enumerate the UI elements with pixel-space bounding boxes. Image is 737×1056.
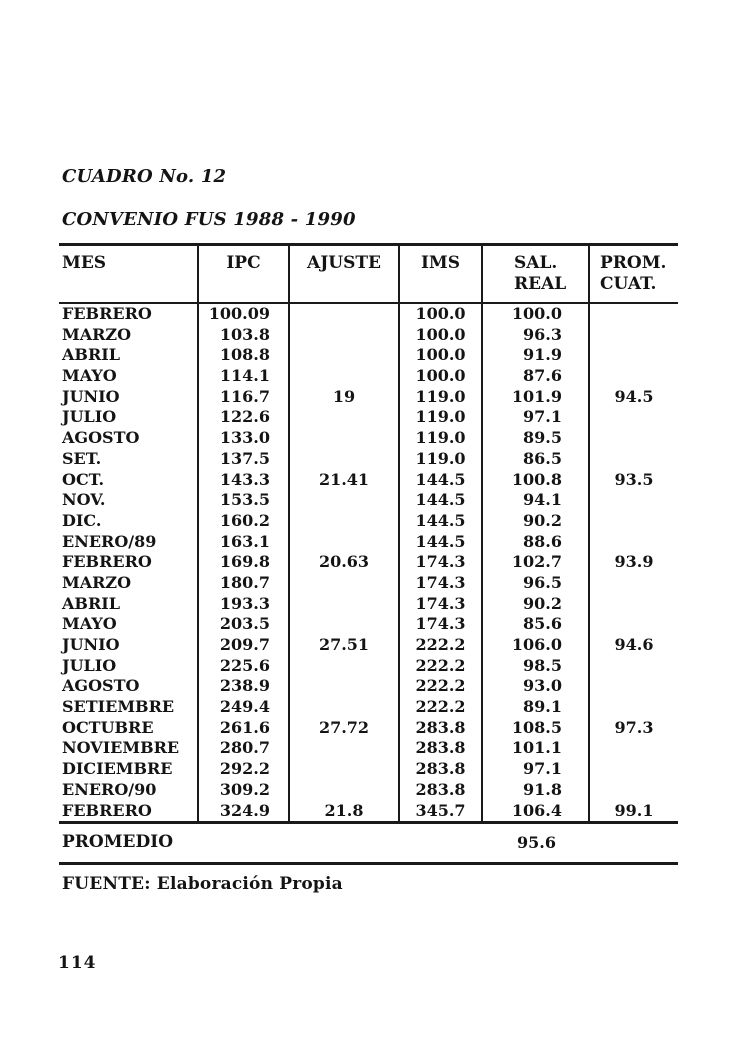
cell-ajuste: 21.41 bbox=[290, 470, 400, 491]
cell-mes: NOV. bbox=[59, 490, 199, 511]
table-row bbox=[59, 490, 678, 511]
cell-sal-real: 91.9 bbox=[483, 345, 590, 366]
table-row bbox=[59, 366, 678, 387]
cell-sal-real: 89.5 bbox=[483, 428, 590, 449]
cell-ipc: 193.3 bbox=[199, 594, 290, 615]
cell-ajuste bbox=[290, 697, 400, 718]
table-number-title: CUADRO No. 12 bbox=[62, 166, 227, 187]
promedio-label: PROMEDIO bbox=[62, 832, 173, 853]
table-header-row bbox=[59, 243, 678, 304]
cell-ipc: 133.0 bbox=[199, 428, 290, 449]
cell-ajuste: 27.51 bbox=[290, 635, 400, 656]
cell-sal-real: 89.1 bbox=[483, 697, 590, 718]
cell-prom-cuat bbox=[590, 304, 678, 325]
cell-ims: 144.5 bbox=[400, 511, 483, 532]
cell-prom-cuat bbox=[590, 407, 678, 428]
cell-prom-cuat bbox=[590, 676, 678, 697]
cell-ajuste bbox=[290, 738, 400, 759]
cell-ipc: 203.5 bbox=[199, 614, 290, 635]
cell-ipc: 143.3 bbox=[199, 470, 290, 491]
cell-ajuste: 27.72 bbox=[290, 718, 400, 739]
cell-ipc: 180.7 bbox=[199, 573, 290, 594]
cell-mes: JUNIO bbox=[59, 387, 199, 408]
table-footer-row bbox=[59, 824, 678, 865]
cell-prom-cuat: 97.3 bbox=[614, 717, 654, 737]
table-row bbox=[59, 428, 678, 449]
cell-sal-real: 97.1 bbox=[483, 759, 590, 780]
cell-mes: MARZO bbox=[59, 573, 199, 594]
cell-ims: 283.8 bbox=[400, 738, 483, 759]
cell-ims: 174.3 bbox=[400, 573, 483, 594]
cell-prom-cuat bbox=[590, 345, 678, 366]
cell-ipc: 108.8 bbox=[199, 345, 290, 366]
cell-prom-cuat: 94.5 bbox=[614, 386, 654, 406]
table-row bbox=[59, 345, 678, 366]
cell-sal-real: 96.3 bbox=[483, 325, 590, 346]
cell-prom-cuat bbox=[590, 490, 678, 511]
header-prom-cuat-line2: CUAT. bbox=[600, 274, 657, 294]
cell-prom-cuat bbox=[590, 511, 678, 532]
cell-ajuste bbox=[290, 656, 400, 677]
cell-ims: 283.8 bbox=[400, 718, 483, 739]
table-body bbox=[59, 304, 678, 824]
cell-ipc: 169.8 bbox=[199, 552, 290, 573]
cell-ajuste bbox=[290, 532, 400, 553]
cell-mes: MAYO bbox=[59, 614, 199, 635]
cell-ipc: 163.1 bbox=[199, 532, 290, 553]
cell-sal-real: 97.1 bbox=[483, 407, 590, 428]
cell-prom-cuat: 93.9 bbox=[614, 552, 654, 572]
table-row bbox=[59, 387, 678, 408]
cell-sal-real: 106.4 bbox=[483, 801, 590, 822]
page-number: 114 bbox=[58, 953, 97, 973]
cell-ipc: 249.4 bbox=[199, 697, 290, 718]
cell-mes: DICIEMBRE bbox=[59, 759, 199, 780]
table-row bbox=[59, 738, 678, 759]
cell-ims: 222.2 bbox=[400, 676, 483, 697]
source-note: FUENTE: Elaboración Propia bbox=[62, 874, 343, 894]
cell-ajuste bbox=[290, 573, 400, 594]
table-row bbox=[59, 594, 678, 615]
cell-mes: JULIO bbox=[59, 656, 199, 677]
cell-prom-cuat bbox=[590, 325, 678, 346]
table-row bbox=[59, 614, 678, 635]
cell-sal-real: 85.6 bbox=[483, 614, 590, 635]
cell-ims: 345.7 bbox=[400, 801, 483, 822]
header-mes: MES bbox=[59, 246, 199, 302]
cell-sal-real: 101.1 bbox=[483, 738, 590, 759]
cell-prom-cuat bbox=[590, 656, 678, 677]
header-ims: IMS bbox=[400, 246, 483, 302]
cell-ipc: 261.6 bbox=[199, 718, 290, 739]
cell-ims: 283.8 bbox=[400, 759, 483, 780]
cell-ipc: 309.2 bbox=[199, 780, 290, 801]
cell-mes: OCTUBRE bbox=[59, 718, 199, 739]
cell-ajuste bbox=[290, 407, 400, 428]
cell-sal-real: 88.6 bbox=[483, 532, 590, 553]
cell-ims: 222.2 bbox=[400, 635, 483, 656]
cell-prom-cuat bbox=[590, 428, 678, 449]
cell-mes: FEBRERO bbox=[59, 304, 199, 325]
cell-prom-cuat: 94.6 bbox=[614, 635, 654, 654]
cell-ajuste: 19 bbox=[290, 387, 400, 408]
cell-mes: ENERO/90 bbox=[59, 780, 199, 801]
cell-prom-cuat bbox=[590, 449, 678, 470]
cell-prom-cuat bbox=[590, 366, 678, 387]
cell-mes: FEBRERO bbox=[59, 552, 199, 573]
cell-sal-real: 102.7 bbox=[483, 552, 590, 573]
cell-ipc: 100.09 bbox=[199, 304, 290, 325]
promedio-value: 95.6 bbox=[517, 833, 556, 853]
header-sal-real-line2: REAL bbox=[514, 274, 567, 294]
cell-ajuste bbox=[290, 325, 400, 346]
table-row bbox=[59, 635, 678, 656]
cell-ajuste bbox=[290, 614, 400, 635]
cell-ajuste bbox=[290, 490, 400, 511]
cell-mes: ABRIL bbox=[59, 345, 199, 366]
table-row bbox=[59, 573, 678, 594]
cell-mes: SET. bbox=[59, 449, 199, 470]
cell-ajuste: 21.8 bbox=[290, 801, 400, 822]
cell-ipc: 225.6 bbox=[199, 656, 290, 677]
header-ajuste: AJUSTE bbox=[290, 246, 400, 302]
cell-sal-real: 90.2 bbox=[483, 511, 590, 532]
table-row bbox=[59, 676, 678, 697]
cell-ims: 174.3 bbox=[400, 614, 483, 635]
table-row bbox=[59, 532, 678, 553]
cell-mes: DIC. bbox=[59, 511, 199, 532]
cell-prom-cuat bbox=[590, 759, 678, 780]
cell-sal-real: 100.0 bbox=[483, 304, 590, 325]
cell-ipc: 160.2 bbox=[199, 511, 290, 532]
header-sal-real bbox=[483, 246, 590, 302]
cell-prom-cuat bbox=[590, 697, 678, 718]
cell-ajuste bbox=[290, 676, 400, 697]
cell-mes: ABRIL bbox=[59, 594, 199, 615]
cell-prom-cuat bbox=[590, 532, 678, 553]
cell-ipc: 238.9 bbox=[199, 676, 290, 697]
cell-mes: NOVIEMBRE bbox=[59, 738, 199, 759]
table-row bbox=[59, 656, 678, 677]
cell-ims: 100.0 bbox=[400, 345, 483, 366]
cell-ims: 100.0 bbox=[400, 304, 483, 325]
cell-ipc: 103.8 bbox=[199, 325, 290, 346]
cell-mes: FEBRERO bbox=[59, 801, 199, 822]
cell-ipc: 280.7 bbox=[199, 738, 290, 759]
cell-sal-real: 98.5 bbox=[483, 656, 590, 677]
cell-ims: 119.0 bbox=[400, 428, 483, 449]
header-prom-cuat-line1: PROM. bbox=[600, 253, 667, 273]
cell-mes: JULIO bbox=[59, 407, 199, 428]
cell-mes: OCT. bbox=[59, 470, 199, 491]
cell-ims: 222.2 bbox=[400, 656, 483, 677]
table-row bbox=[59, 304, 678, 325]
cell-ims: 144.5 bbox=[400, 470, 483, 491]
cell-ims: 119.0 bbox=[400, 449, 483, 470]
table-row bbox=[59, 449, 678, 470]
cell-ims: 222.2 bbox=[400, 697, 483, 718]
cell-sal-real: 100.8 bbox=[483, 470, 590, 491]
cell-ims: 283.8 bbox=[400, 780, 483, 801]
cell-sal-real: 96.5 bbox=[483, 573, 590, 594]
cell-prom-cuat: 99.1 bbox=[614, 800, 654, 820]
cell-ipc: 137.5 bbox=[199, 449, 290, 470]
cell-ipc: 209.7 bbox=[199, 635, 290, 656]
cell-ajuste bbox=[290, 304, 400, 325]
table-row bbox=[59, 780, 678, 801]
cell-sal-real: 86.5 bbox=[483, 449, 590, 470]
cell-ajuste bbox=[290, 449, 400, 470]
table-row bbox=[59, 552, 678, 573]
table-row bbox=[59, 511, 678, 532]
cell-ims: 144.5 bbox=[400, 490, 483, 511]
cell-sal-real: 101.9 bbox=[483, 387, 590, 408]
cell-ims: 100.0 bbox=[400, 325, 483, 346]
cell-prom-cuat bbox=[590, 780, 678, 801]
cell-ajuste bbox=[290, 594, 400, 615]
cell-mes: ENERO/89 bbox=[59, 532, 199, 553]
cell-mes: JUNIO bbox=[59, 635, 199, 656]
cell-sal-real: 87.6 bbox=[483, 366, 590, 387]
table-subject-title: CONVENIO FUS 1988 - 1990 bbox=[62, 209, 356, 230]
table-row bbox=[59, 325, 678, 346]
cell-sal-real: 108.5 bbox=[483, 718, 590, 739]
cell-mes: MAYO bbox=[59, 366, 199, 387]
cell-sal-real: 94.1 bbox=[483, 490, 590, 511]
cell-sal-real: 106.0 bbox=[483, 635, 590, 656]
cell-ipc: 116.7 bbox=[199, 387, 290, 408]
cell-ajuste bbox=[290, 366, 400, 387]
cell-ajuste bbox=[290, 511, 400, 532]
cell-ipc: 114.1 bbox=[199, 366, 290, 387]
cell-ipc: 324.9 bbox=[199, 801, 290, 822]
cell-ajuste: 20.63 bbox=[290, 552, 400, 573]
cell-ipc: 153.5 bbox=[199, 490, 290, 511]
cell-ajuste bbox=[290, 759, 400, 780]
cell-mes: SETIEMBRE bbox=[59, 697, 199, 718]
cell-ajuste bbox=[290, 345, 400, 366]
cell-ims: 119.0 bbox=[400, 387, 483, 408]
cell-ims: 144.5 bbox=[400, 532, 483, 553]
cell-ims: 174.3 bbox=[400, 552, 483, 573]
data-table bbox=[59, 243, 678, 865]
cell-ajuste bbox=[290, 780, 400, 801]
cell-ims: 174.3 bbox=[400, 594, 483, 615]
table-row bbox=[59, 697, 678, 718]
cell-mes: AGOSTO bbox=[59, 676, 199, 697]
cell-prom-cuat bbox=[590, 573, 678, 594]
cell-sal-real: 91.8 bbox=[483, 780, 590, 801]
table-row bbox=[59, 759, 678, 780]
table-row bbox=[59, 718, 678, 739]
cell-mes: MARZO bbox=[59, 325, 199, 346]
cell-ipc: 122.6 bbox=[199, 407, 290, 428]
cell-ipc: 292.2 bbox=[199, 759, 290, 780]
table-row bbox=[59, 470, 678, 491]
cell-prom-cuat bbox=[590, 594, 678, 615]
cell-ims: 119.0 bbox=[400, 407, 483, 428]
cell-ims: 100.0 bbox=[400, 366, 483, 387]
header-ipc: IPC bbox=[199, 246, 290, 302]
header-prom-cuat bbox=[590, 246, 678, 302]
cell-prom-cuat bbox=[590, 738, 678, 759]
cell-ajuste bbox=[290, 428, 400, 449]
table-row bbox=[59, 801, 678, 822]
cell-prom-cuat bbox=[590, 614, 678, 635]
table-row bbox=[59, 407, 678, 428]
cell-mes: AGOSTO bbox=[59, 428, 199, 449]
cell-prom-cuat: 93.5 bbox=[614, 469, 654, 489]
cell-sal-real: 90.2 bbox=[483, 594, 590, 615]
cell-sal-real: 93.0 bbox=[483, 676, 590, 697]
header-sal-real-line1: SAL. bbox=[514, 253, 558, 273]
